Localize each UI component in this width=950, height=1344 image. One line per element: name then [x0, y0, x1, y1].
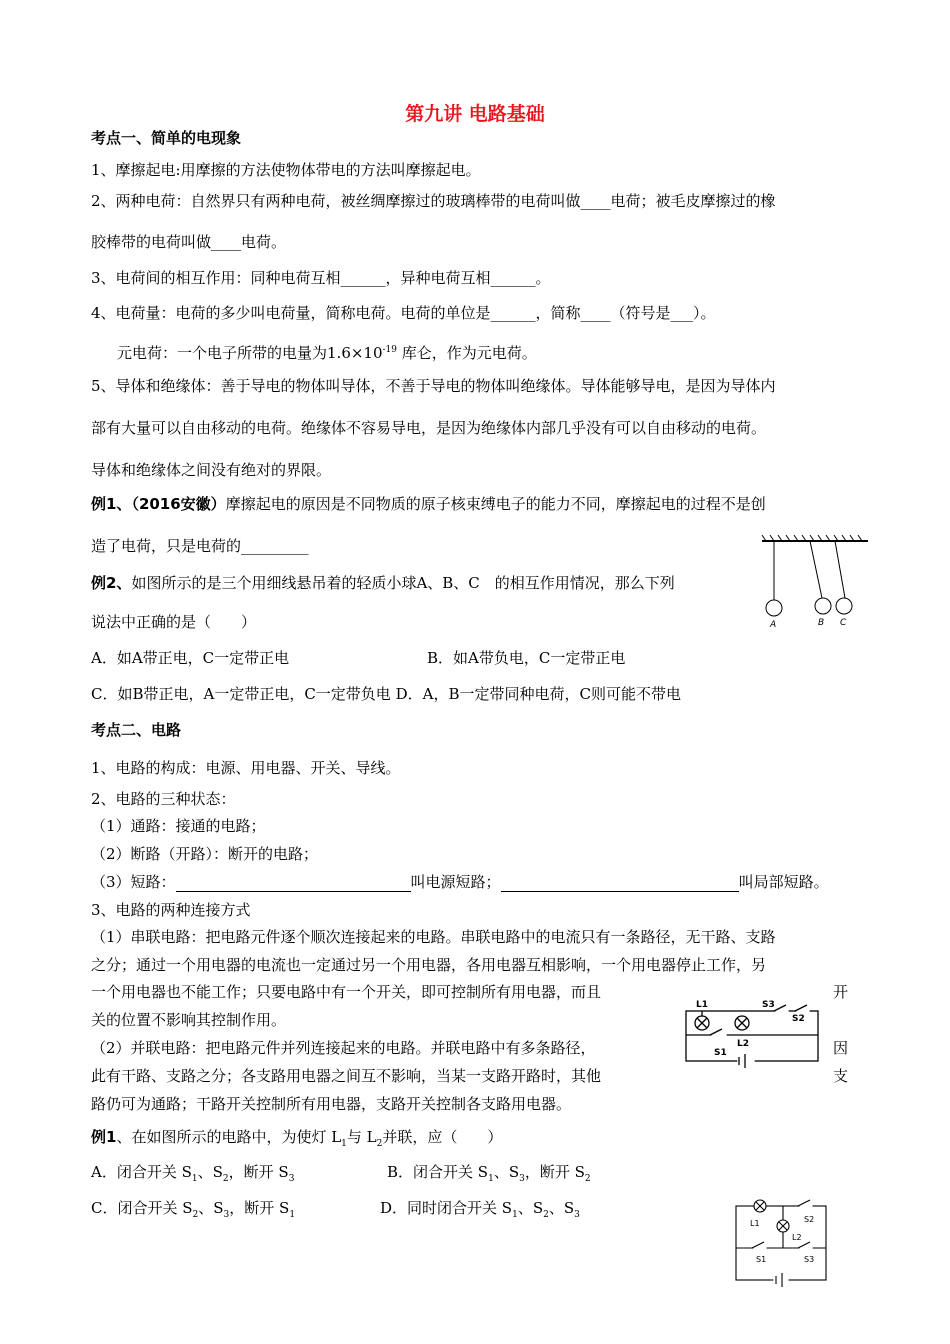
pendulum-figure — [760, 535, 870, 630]
parallel-1: （2）并联电路：把电路元件并列连接起来的电路。并联电路中有多条路径， — [91, 1039, 596, 1057]
ball-label-c: C — [840, 618, 847, 628]
fig1-label-s1: S1 — [714, 1048, 727, 1058]
fig1-label-s3: S3 — [762, 1000, 775, 1010]
s2-line-2-2: （2）断路（开路）：断开的电路； — [91, 845, 319, 863]
s2-line-3: 3、电路的两种连接方式 — [91, 901, 251, 919]
series-3: 一个用电器也不能工作；只要电路中有一个开关，即可控制所有用电器，而且 — [91, 983, 602, 1001]
fig1-label-l2: L2 — [737, 1039, 749, 1049]
ball-label-b: B — [818, 618, 825, 628]
series-2: 之分；通过一个用电器的电流也一定通过另一个用电器，各用电器互相影响，一个用电器停止工作，另 — [91, 956, 767, 974]
series-4: 关的位置不影响其控制作用。 — [91, 1011, 287, 1029]
s2-option-b: B．闭合开关 $S_1$、$S_3$，断开 $S_2$ — [387, 1163, 591, 1184]
option-a: A．如A带正电，C一定带正电 — [91, 649, 290, 667]
series-1: （1）串联电路：把电路元件逐个顺次连接起来的电路。串联电路中的电流只有一条路径，无干路、支路 — [91, 928, 776, 946]
s1-line-2b: 胶棒带的电荷叫做____电荷。 — [91, 233, 287, 251]
example-2-cont: 说法中正确的是（ ） — [91, 613, 257, 631]
s1-line-4: 4、电荷量：电荷的多少叫电荷量，简称电荷。电荷的单位是______，简称____（符号是___）。 — [91, 304, 716, 322]
parallel-3: 路仍可为通路；干路开关控制所有用电器，支路开关控制各支路用电器。 — [91, 1095, 572, 1113]
s2-option-d: D．同时闭合开关 $S_1$、$S_2$、$S_3$ — [380, 1199, 580, 1220]
example-1: 例1、（2016安徽）摩擦起电的原因是不同物质的原子核束缚电子的能力不同，摩擦起电的过程不是创 — [91, 495, 766, 513]
s1-line-5a: 5、导体和绝缘体：善于导电的物体叫导体，不善于导电的物体叫绝缘体。导体能够导电，是因为导体内 — [91, 377, 776, 395]
s2-example-1: 例1、在如图所示的电路中，为使灯 $L_1$与 $L_2$并联，应（ ） — [91, 1128, 503, 1149]
s2-option-a: A．闭合开关 $S_1$、$S_2$，断开 $S_3$ — [91, 1163, 295, 1184]
fig1-label-l1: L1 — [696, 1000, 708, 1010]
s2-line-2-1: （1）通路：接通的电路； — [91, 817, 266, 835]
s1-line-5c: 导体和绝缘体之间没有绝对的界限。 — [91, 461, 332, 479]
parallel-1-end: 因 — [833, 1039, 849, 1057]
parallel-2-end: 支 — [833, 1067, 849, 1085]
s2-line-1: 1、电路的构成：电源、用电器、开关、导线。 — [91, 759, 401, 777]
example-2: 例2、如图所示的是三个用细线悬吊着的轻质小球A、B、C 的相互作用情况，那么下列 — [91, 574, 675, 592]
s2-line-2: 2、电路的三种状态： — [91, 790, 236, 808]
option-cd: C．如B带正电，A一定带正电，C一定带负电 D．A，B一定带同种电荷，C则可能不带电 — [91, 685, 681, 703]
s1-line-4b: 元电荷：一个电子所带的电量为$1.6\times 10^{-19}$ 库仑，作为元电荷。 — [117, 344, 537, 362]
s1-line-2a: 2、两种电荷：自然界只有两种电荷，被丝绸摩擦过的玻璃棒带的电荷叫做____电荷；被毛皮摩擦过的橡 — [91, 192, 776, 210]
s1-line-5b: 部有大量可以自由移动的电荷。绝缘体不容易导电，是因为绝缘体内部几乎没有可以自由移动的电荷。 — [91, 419, 767, 437]
parallel-2: 此有干路、支路之分；各支路用电器之间互不影响，当某一支路开路时，其他 — [91, 1067, 602, 1085]
ball-label-a: A — [770, 620, 777, 630]
section-heading-2: 考点二、电路 — [91, 721, 182, 739]
fig2-label-l1: L1 — [750, 1219, 760, 1228]
s1-line-1: 1、摩擦起电:用摩擦的方法使物体带电的方法叫摩擦起电。 — [91, 161, 481, 179]
option-b: B．如A带负电，C一定带正电 — [427, 649, 626, 667]
series-3-end: 开 — [833, 983, 849, 1001]
section-heading-1: 考点一、简单的电现象 — [91, 129, 242, 147]
fig2-label-s1: S1 — [756, 1255, 767, 1264]
s1-line-3: 3、电荷间的相互作用：同种电荷互相______，异种电荷互相______。 — [91, 269, 551, 287]
page-title: 第九讲 电路基础 — [405, 103, 545, 125]
example-1-cont: 造了电荷，只是电荷的_________ — [91, 537, 309, 555]
fig2-label-s2: S2 — [804, 1215, 815, 1224]
s2-option-c: C．闭合开关 $S_2$、$S_3$，断开 $S_1$ — [91, 1199, 296, 1220]
fig2-label-l2: L2 — [792, 1233, 802, 1242]
fig1-label-s2: S2 — [792, 1014, 805, 1024]
circuit-figure-2 — [728, 1196, 838, 1294]
s2-line-2-3: （3）短路： 叫电源短路； 叫局部短路。 — [91, 873, 829, 891]
fig2-label-s3: S3 — [804, 1255, 815, 1264]
circuit-figure-1 — [682, 995, 827, 1073]
